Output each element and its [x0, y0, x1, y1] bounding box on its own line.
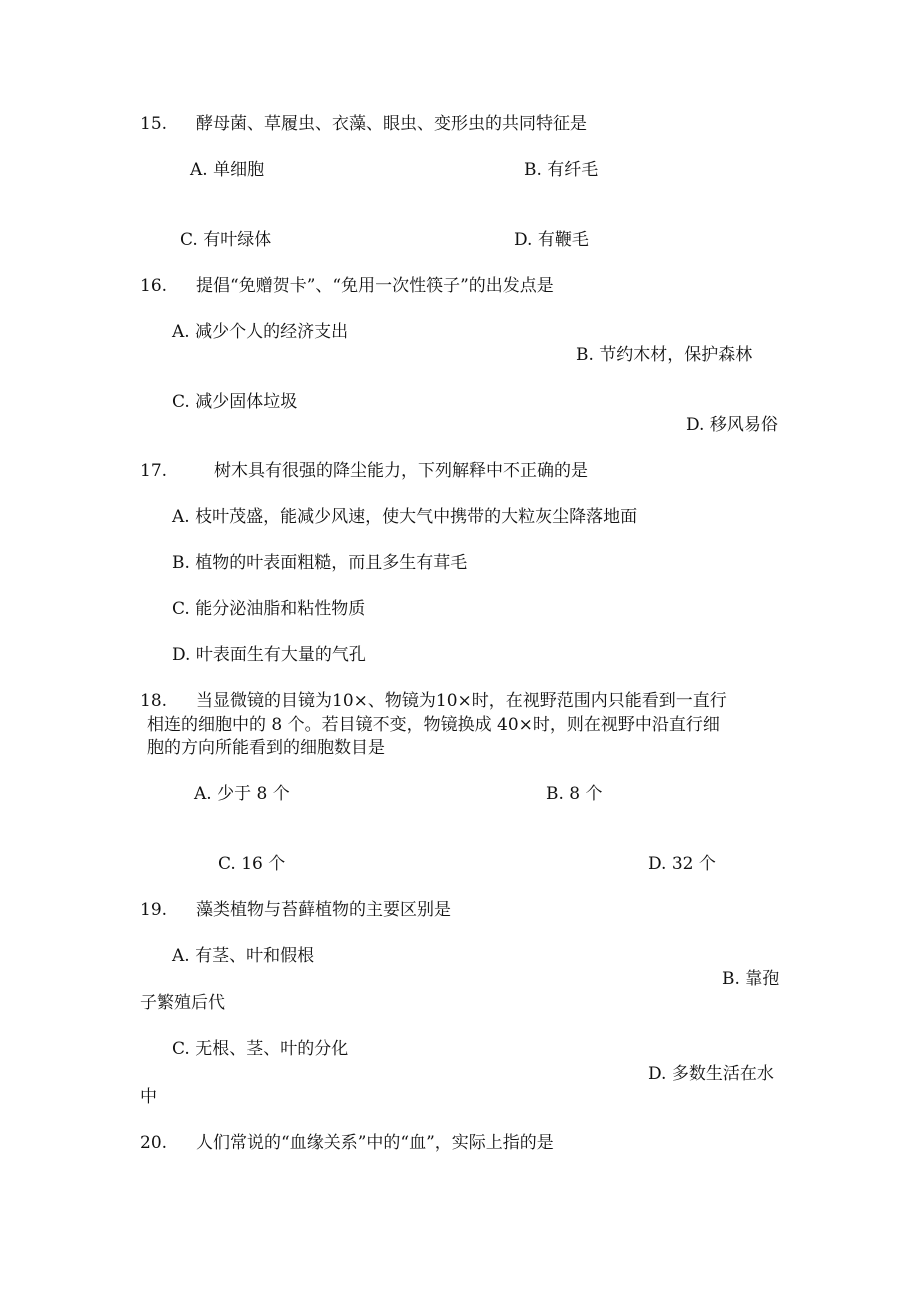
- q18-stem-line3: 胞的方向所能看到的细胞数目是: [147, 738, 385, 758]
- q15-option-a: A. 单细胞: [190, 160, 265, 180]
- q15-option-b: B. 有纤毛: [524, 160, 599, 180]
- q19-option-d-line2: 中: [140, 1087, 157, 1107]
- q19-option-a: A. 有茎、叶和假根: [172, 946, 315, 966]
- q18-stem-line1: 当显微镜的目镜为10×、物镜为10×时，在视野范围内只能看到一直行: [196, 691, 727, 711]
- q15-stem: 酵母菌、草履虫、衣藻、眼虫、变形虫的共同特征是: [196, 114, 587, 134]
- q19-option-b-line2: 子繁殖后代: [140, 993, 225, 1013]
- q17-option-a: A. 枝叶茂盛，能减少风速，使大气中携带的大粒灰尘降落地面: [172, 507, 638, 527]
- q17-option-c: C. 能分泌油脂和粘性物质: [172, 599, 366, 619]
- q16-number: 16.: [140, 276, 168, 296]
- q19-option-b-line1: B. 靠孢: [722, 969, 780, 989]
- q15-option-d: D. 有鞭毛: [514, 230, 589, 250]
- q18-option-d: D. 32 个: [648, 854, 716, 874]
- q16-option-d: D. 移风易俗: [686, 415, 778, 435]
- q17-option-d: D. 叶表面生有大量的气孔: [172, 645, 366, 665]
- q19-option-d-line1: D. 多数生活在水: [648, 1064, 774, 1084]
- q18-option-b: B. 8 个: [546, 784, 603, 804]
- q17-option-b: B. 植物的叶表面粗糙，而且多生有茸毛: [172, 553, 468, 573]
- q15-option-c: C. 有叶绿体: [180, 230, 272, 250]
- q19-stem: 藻类植物与苔藓植物的主要区别是: [196, 900, 451, 920]
- q15-number: 15.: [140, 114, 168, 134]
- q18-number: 18.: [140, 691, 168, 711]
- q16-option-a: A. 减少个人的经济支出: [172, 322, 349, 342]
- q16-option-b: B. 节约木材，保护森林: [576, 345, 753, 365]
- q20-number: 20.: [140, 1133, 168, 1153]
- q16-stem: 提倡“免赠贺卡”、“免用一次性筷子”的出发点是: [196, 276, 554, 296]
- q19-option-c: C. 无根、茎、叶的分化: [172, 1039, 349, 1059]
- q19-number: 19.: [140, 900, 168, 920]
- q18-option-c: C. 16 个: [218, 854, 286, 874]
- q18-stem-line2: 相连的细胞中的 8 个。若目镜不变，物镜换成 40×时，则在视野中沿直行细: [147, 715, 720, 735]
- q17-stem: 树木具有很强的降尘能力，下列解释中不正确的是: [214, 461, 588, 481]
- q16-option-c: C. 减少固体垃圾: [172, 392, 298, 412]
- q18-option-a: A. 少于 8 个: [194, 784, 290, 804]
- q17-number: 17.: [140, 461, 168, 481]
- q20-stem: 人们常说的“血缘关系”中的“血”，实际上指的是: [196, 1133, 554, 1153]
